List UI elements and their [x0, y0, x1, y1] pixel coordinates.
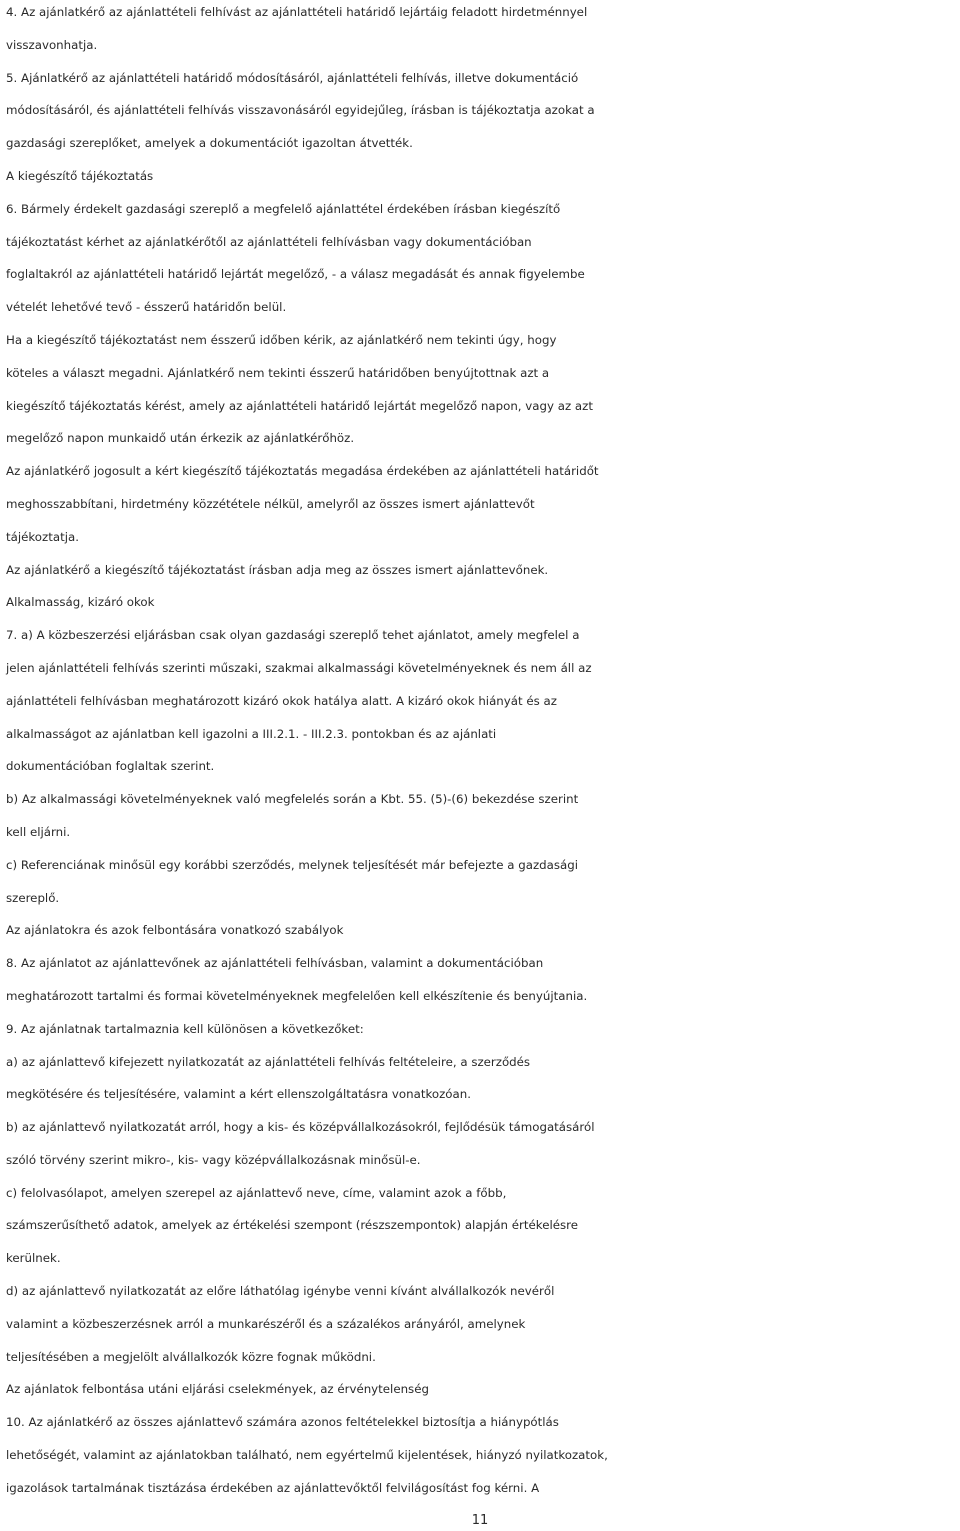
text-line: b) az ajánlattevő nyilatkozatát arról, hogy a kis- és középvállalkozásokról, fejlődésük támogatásáról — [6, 1120, 595, 1135]
text-line: szereplő. — [6, 890, 60, 905]
page-number: 11 — [471, 1513, 489, 1528]
text-line: 7. a) A közbeszerzési eljárásban csak olyan gazdasági szereplő tehet ajánlatot, amely megfelel a — [6, 628, 580, 643]
text-line: tájékoztatást kérhet az ajánlatkérőtől az ajánlattételi felhívásban vagy dokumentációban — [6, 234, 532, 249]
text-line: megelőző napon munkaidő után érkezik az ajánlatkérőhöz. — [6, 431, 355, 446]
document-page — [6, 0, 956, 1505]
text-line: kiegészítő tájékoztatás kérést, amely az ajánlattételi határidő lejártát megelőző napon, vagy az azt — [6, 398, 593, 413]
text-line: 10. Az ajánlatkérő az összes ajánlattevő számára azonos feltételekkel biztosítja a hiánypótlás — [6, 1415, 559, 1430]
text-line: kerülnek. — [6, 1251, 61, 1266]
text-line: vételét lehetővé tevő - ésszerű határidőn belül. — [6, 300, 287, 315]
text-line: tájékoztatja. — [6, 529, 79, 544]
text-line: kell eljárni. — [6, 824, 71, 839]
text-line: 4. Az ajánlatkérő az ajánlattételi felhívást az ajánlattételi határidő lejártáig feladott hirdetménnyel — [6, 5, 588, 19]
text-line: c) Referenciának minősül egy korábbi szerződés, melynek teljesítését már befejezte a gazdasági — [6, 857, 579, 872]
section-heading: A kiegészítő tájékoztatás — [6, 168, 154, 183]
text-line: teljesítésében a megjelölt alvállalkozók közre fognak működni. — [6, 1349, 376, 1364]
text-line: igazolások tartalmának tisztázása érdekében az ajánlattevőktől felvilágosítást fog kérni. A — [6, 1480, 540, 1495]
text-line: c) felolvasólapot, amelyen szerepel az ajánlattevő neve, címe, valamint azok a főbb, — [6, 1185, 507, 1200]
text-line: szóló törvény szerint mikro-, kis- vagy középvállalkozásnak minősül-e. — [6, 1152, 421, 1167]
text-line: 5. Ajánlatkérő az ajánlattételi határidő módosításáról, ajánlattételi felhívás, illetve dokumentáció — [6, 70, 579, 85]
section-heading: Alkalmasság, kizáró okok — [6, 595, 155, 610]
text-line: 9. Az ajánlatnak tartalmaznia kell különösen a következőket: — [6, 1021, 364, 1036]
text-line: Ha a kiegészítő tájékoztatást nem ésszerű időben kérik, az ajánlatkérő nem tekinti úgy, hogy — [6, 332, 557, 347]
text-line: alkalmasságot az ajánlatban kell igazolni a III.2.1. - III.2.3. pontokban és az ajánlati — [6, 726, 497, 741]
section-heading: Az ajánlatokra és azok felbontására vonatkozó szabályok — [6, 923, 344, 938]
text-line: foglaltakról az ajánlattételi határidő lejártát megelőző, - a válasz megadását és annak figyelembe — [6, 267, 585, 282]
section-heading: Az ajánlatok felbontása utáni eljárási cselekmények, az érvénytelenség — [6, 1382, 429, 1397]
text-line: lehetőségét, valamint az ajánlatokban található, nem egyértelmű kijelentések, hiányzó nyilatkozatok, — [6, 1448, 608, 1463]
text-line: meghosszabbítani, hirdetmény közzététele nélkül, amelyről az összes ismert ajánlattevőt — [6, 496, 535, 511]
text-line: Az ajánlatkérő a kiegészítő tájékoztatást írásban adja meg az összes ismert ajánlattevőnek. — [6, 562, 549, 577]
text-line: megkötésére és teljesítésére, valamint a kért ellenszolgáltatásra vonatkozóan. — [6, 1087, 471, 1102]
text-line: gazdasági szereplőket, amelyek a dokumentációt igazoltan átvették. — [6, 136, 413, 151]
text-line: köteles a választ megadni. Ajánlatkérő nem tekinti ésszerű határidőben benyújtottnak azt a — [6, 365, 550, 380]
text-line: jelen ajánlattételi felhívás szerinti műszaki, szakmai alkalmassági követelményeknek és nem áll az — [6, 660, 592, 675]
text-line: dokumentációban foglaltak szerint. — [6, 759, 215, 774]
text-line: ajánlattételi felhívásban meghatározott kizáró okok hatálya alatt. A kizáró okok hiányát és az — [6, 693, 557, 708]
text-line: valamint a közbeszerzésnek arról a munkarészéről és a százalékos arányáról, amelynek — [6, 1316, 526, 1331]
text-line: Az ajánlatkérő jogosult a kért kiegészítő tájékoztatás megadása érdekében az ajánlattételi határidőt — [6, 464, 599, 479]
text-line: d) az ajánlattevő nyilatkozatát az előre láthatólag igénybe venni kívánt alvállalkozók nevéről — [6, 1284, 555, 1299]
text-line: a) az ajánlattevő kifejezett nyilatkozatát az ajánlattételi felhívás feltételeire, a szerződés — [6, 1054, 531, 1069]
text-line: meghatározott tartalmi és formai követelményeknek megfelelően kell elkészítenie és benyújtania. — [6, 988, 588, 1003]
text-line: 8. Az ajánlatot az ajánlattevőnek az ajánlattételi felhívásban, valamint a dokumentációban — [6, 956, 544, 971]
text-line: számszerűsíthető adatok, amelyek az értékelési szempont (részszempontok) alapján értékelésre — [6, 1218, 578, 1233]
text-line: b) Az alkalmassági követelményeknek való megfelelés során a Kbt. 55. (5)-(6) bekezdése szerint — [6, 792, 579, 807]
text-line: visszavonhatja. — [6, 37, 98, 52]
text-line: 6. Bármely érdekelt gazdasági szereplő a megfelelő ajánlattétel érdekében írásban kiegészítő — [6, 201, 561, 216]
text-line: módosításáról, és ajánlattételi felhívás visszavonásáról egyidejűleg, írásban is tájékoztatja azokat a — [6, 103, 595, 118]
